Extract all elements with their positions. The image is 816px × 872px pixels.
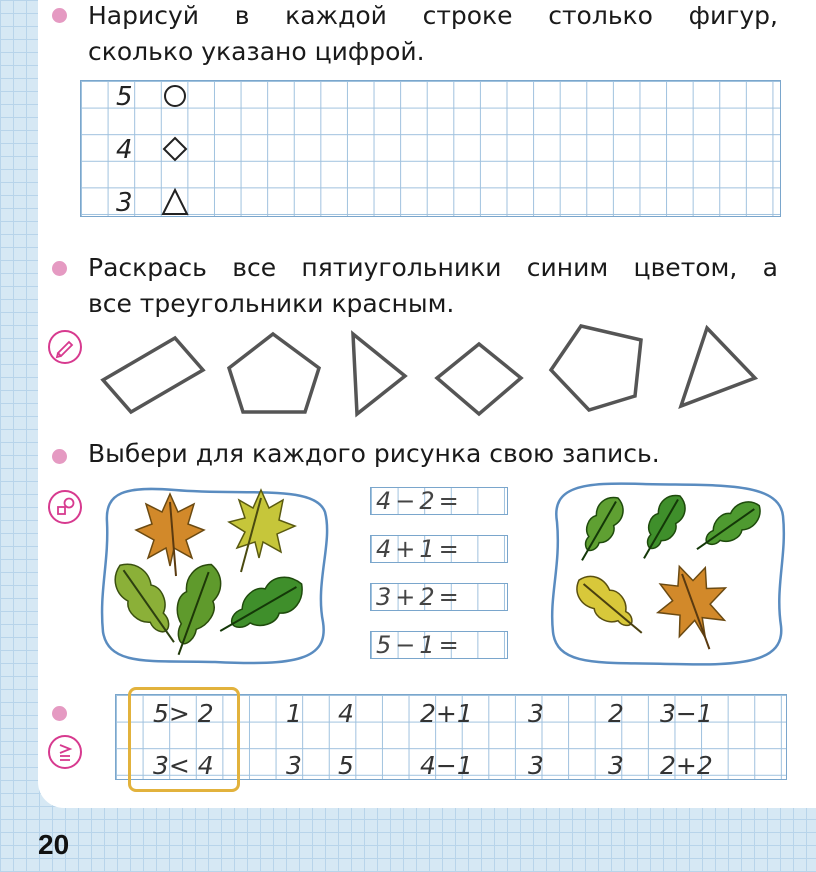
diamond-shape xyxy=(437,344,521,414)
pentagon-shape xyxy=(229,334,319,412)
pair-6-top: 3−1 xyxy=(660,699,713,728)
task1-line2: сколько указано цифрой. xyxy=(88,37,425,66)
task1-bullet xyxy=(52,8,67,23)
pair-2-top: 4 xyxy=(338,699,354,728)
equation-1: 4−2= xyxy=(376,487,463,515)
example-bottom: 3< 4 xyxy=(153,751,214,780)
pair-3-bottom: 4−1 xyxy=(420,751,473,780)
task1-number-3: 3 xyxy=(116,188,133,218)
pair-6-bottom: 2+2 xyxy=(660,751,713,780)
link-icon xyxy=(48,490,82,524)
right-leaves-picture[interactable] xyxy=(543,476,793,672)
task2-bullet xyxy=(52,261,67,276)
triangle-shape xyxy=(353,334,405,414)
pentagon-shape xyxy=(551,326,641,410)
task2-text xyxy=(88,250,778,322)
left-leaves-picture[interactable] xyxy=(95,482,335,672)
triangle-shape xyxy=(681,328,755,406)
pencil-icon xyxy=(48,330,82,364)
diamond-shape xyxy=(164,138,186,160)
pair-4-top: 3 xyxy=(528,699,544,728)
task2-line2: все треугольники красным. xyxy=(88,289,455,318)
task4-bullet xyxy=(52,706,67,721)
task1-line1: Нарисуй в каждой строке столько фигур, xyxy=(88,1,778,30)
task2-shapes xyxy=(95,320,775,420)
pair-2-bottom: 5 xyxy=(338,751,354,780)
triangle-shape xyxy=(163,190,187,214)
pair-1-bottom: 3 xyxy=(286,751,302,780)
equation-2: 4+1= xyxy=(376,535,463,563)
pair-5-top: 2 xyxy=(608,699,624,728)
pair-1-top: 1 xyxy=(286,699,302,728)
task3-bullet xyxy=(52,449,67,464)
pair-5-bottom: 3 xyxy=(608,751,624,780)
pair-3-top: 2+1 xyxy=(420,699,473,728)
task3-line1: Выбери для каждого рисунка свою запись. xyxy=(88,439,660,468)
equation-4: 5−1= xyxy=(376,631,463,659)
equation-3: 3+2= xyxy=(376,583,463,611)
compare-icon xyxy=(48,735,82,769)
page-number: 20 xyxy=(38,829,70,860)
circle-shape xyxy=(165,86,185,106)
task1-number-4: 4 xyxy=(116,135,133,165)
pair-4-bottom: 3 xyxy=(528,751,544,780)
task2-line1: Раскрась все пятиугольники синим цветом, а xyxy=(88,253,778,282)
task1-shapes xyxy=(160,82,194,218)
rectangle-shape xyxy=(103,338,203,412)
task1-number-5: 5 xyxy=(116,82,133,112)
task3-text xyxy=(88,436,728,472)
task1-text xyxy=(88,0,778,70)
example-top: 5> 2 xyxy=(153,699,214,728)
